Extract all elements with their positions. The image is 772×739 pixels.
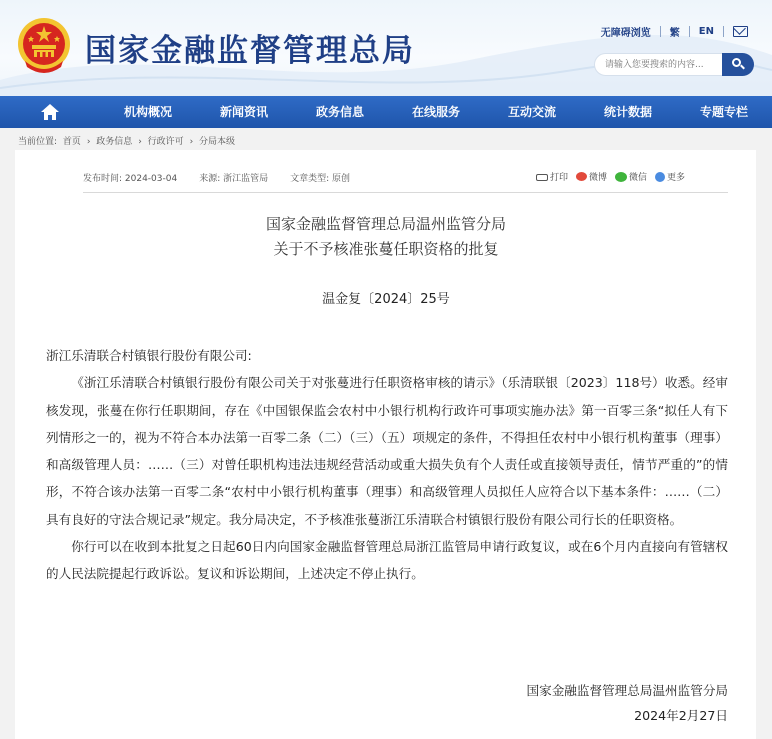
- signature-organization: 国家金融监督管理总局温州监管分局: [526, 683, 728, 698]
- weibo-share-button[interactable]: [576, 170, 607, 183]
- divider: [689, 26, 690, 37]
- article-source: 来源: 浙江监管局: [199, 174, 269, 184]
- document-body: [46, 342, 728, 588]
- breadcrumb-admin-license[interactable]: 行政许可: [147, 137, 184, 147]
- share-bar: [536, 170, 693, 183]
- breadcrumb-label: 当前位置:: [18, 137, 58, 147]
- weibo-label: 微博: [589, 173, 608, 183]
- salutation: 浙江乐清联合村镇银行股份有限公司:: [46, 348, 252, 363]
- site-header: [0, 0, 772, 96]
- nav-item-about[interactable]: 机构概况: [123, 105, 172, 119]
- body-paragraph-1: 《浙江乐清联合村镇银行股份有限公司关于对张蔓进行任职资格审核的请示》（乐清联银〔2023〕118号）收悉。经审核发现，张蔓在你行任职期间，存在《中国银保监会农村中小银行机构行政许可事项实施办法》第一百零三条“拟任人有下列情形之一的，视为不符合本办法第一百零二条（二）（三）（五）项规定的条件，不得担任农村中小银行机构董事（理事）和高级管理人员：……（三）对曾任职机构违法违规经营活动或重大损失负有个人责任或直接领导责任，情节严重的”的情形，不符合该办法第一百零二条“农村中小银行机构董事（理事）和高级管理人员拟任人应符合以下基本条件：……（二）具有良好的守法合规记录”规定。我分局决定，不予核准张蔓浙江乐清联合村镇银行股份有限公司行长的任职资格。: [46, 375, 728, 527]
- print-button[interactable]: [536, 170, 568, 183]
- more-share-button[interactable]: [655, 170, 685, 183]
- breadcrumb-home[interactable]: 首页: [62, 137, 81, 147]
- signature-date: 2024年2月27日: [634, 708, 728, 723]
- more-label: 更多: [667, 173, 686, 183]
- nav-item-interaction[interactable]: 互动交流: [507, 105, 556, 119]
- search-button[interactable]: [722, 53, 754, 76]
- divider: [660, 26, 661, 37]
- document-title-line2: 关于不予核准张蔓任职资格的批复: [273, 240, 499, 258]
- meta-divider: [83, 192, 728, 193]
- home-icon: [41, 104, 59, 120]
- weibo-icon: [576, 172, 587, 181]
- document-number: 温金复〔2024〕25号: [322, 292, 450, 307]
- nav-item-statistics[interactable]: 统计数据: [603, 105, 652, 119]
- traditional-chinese-link[interactable]: 繁: [669, 28, 680, 39]
- main-nav: [0, 96, 772, 128]
- accessibility-link[interactable]: 无障碍浏览: [600, 28, 651, 39]
- body-paragraph-2: 你行可以在收到本批复之日起60日内向国家金融监督管理总局浙江监管局申请行政复议，或在6个月内直接向有管辖权的人民法院提起行政诉讼。复议和诉讼期间，上述决定不停止执行。: [46, 539, 728, 582]
- publish-time: 发布时间: 2024-03-04: [83, 174, 178, 184]
- search-box: [594, 53, 754, 76]
- article-meta: [83, 171, 372, 184]
- wechat-icon: [615, 172, 627, 182]
- divider: [723, 26, 724, 37]
- english-link[interactable]: EN: [698, 26, 714, 37]
- national-emblem-icon: [17, 17, 71, 75]
- printer-icon: [536, 174, 548, 181]
- breadcrumb-government-info[interactable]: 政务信息: [96, 137, 133, 147]
- top-utility-links: [601, 24, 748, 39]
- breadcrumb-branch[interactable]: 分局本级: [199, 137, 236, 147]
- site-title[interactable]: 国家金融监督管理总局: [85, 33, 415, 69]
- print-label: 打印: [550, 173, 569, 183]
- breadcrumb-separator: ›: [86, 137, 91, 147]
- nav-item-news[interactable]: 新闻资讯: [219, 105, 268, 119]
- more-icon: [655, 172, 665, 182]
- nav-item-government-info[interactable]: 政务信息: [315, 105, 364, 119]
- breadcrumb-separator: ›: [189, 137, 194, 147]
- breadcrumb: [18, 134, 238, 147]
- search-input[interactable]: [605, 58, 723, 72]
- nav-item-online-service[interactable]: 在线服务: [411, 105, 460, 119]
- nav-home[interactable]: [0, 96, 100, 128]
- document-title-line1: 国家金融监督管理总局温州监管分局: [265, 215, 506, 233]
- nav-item-special-topics[interactable]: 专题专栏: [699, 105, 748, 119]
- breadcrumb-separator: ›: [138, 137, 142, 147]
- wechat-share-button[interactable]: [615, 170, 647, 183]
- article-type: 文章类型: 原创: [290, 174, 351, 184]
- search-icon-handle: [740, 65, 745, 70]
- mail-icon[interactable]: [733, 26, 748, 37]
- wechat-label: 微信: [629, 173, 648, 183]
